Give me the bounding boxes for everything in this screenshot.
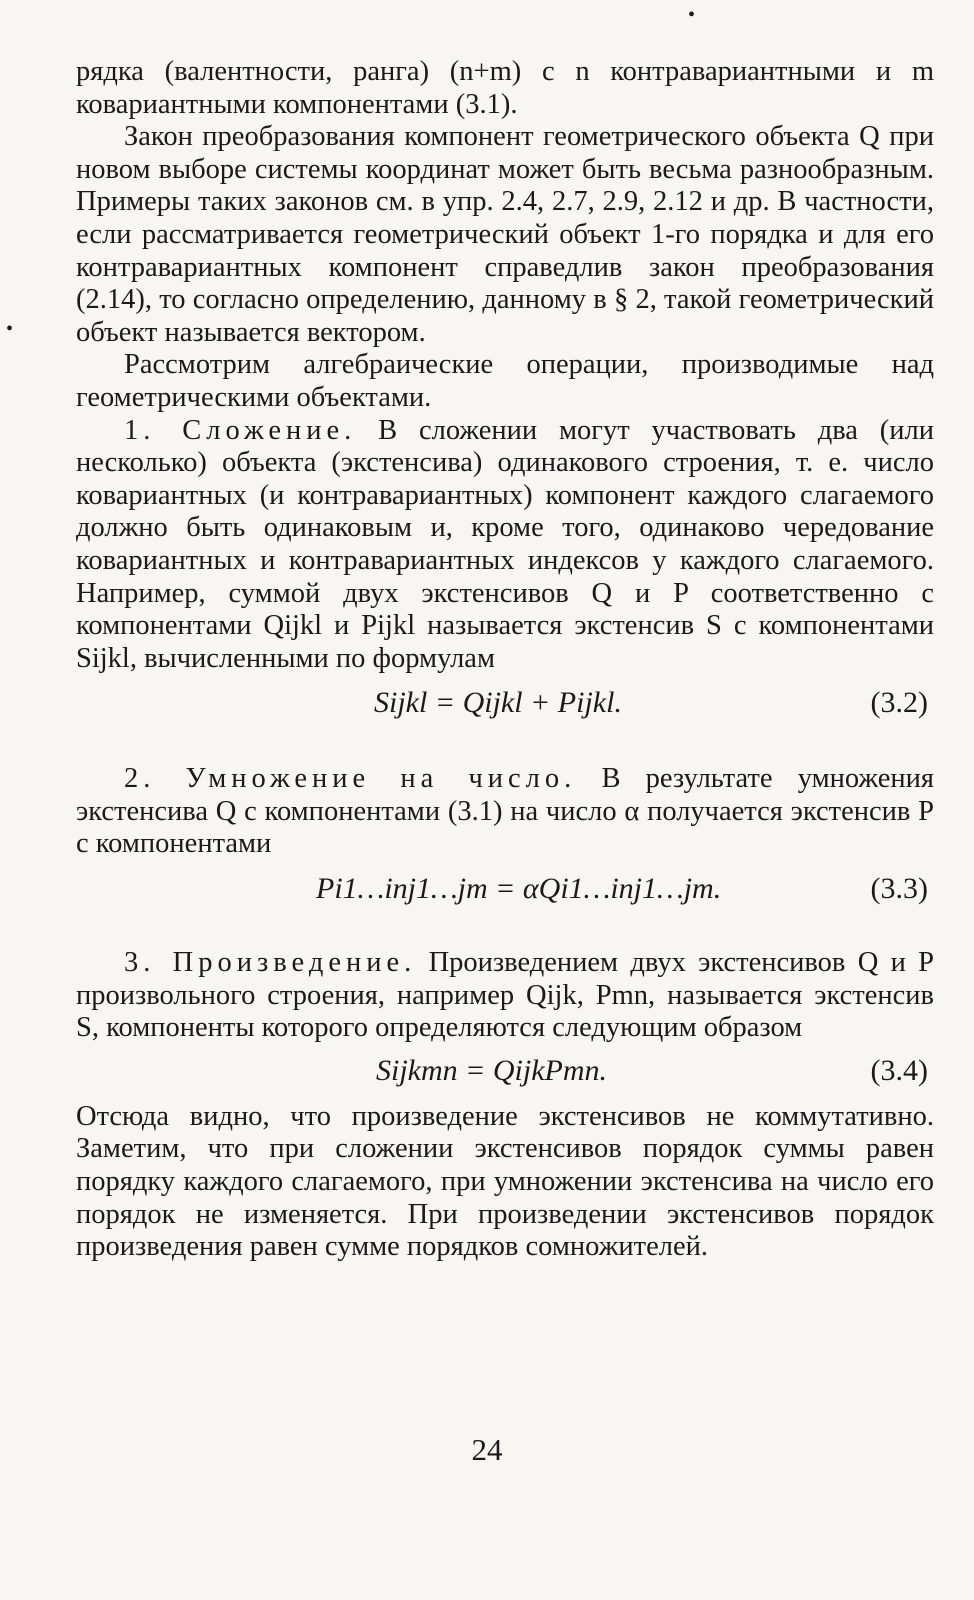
equation-number: (3.2) <box>870 686 928 720</box>
equation-3-4 <box>76 1055 934 1087</box>
paragraph: Отсюда видно, что произведение экстенсивов не коммутативно. Заметим, что при сложении экстенсивов порядок суммы равен порядку каждого слагаемого, при умножении экстенсива на число его порядок не изменяется. При произведении экстенсивов порядок произведения равен сумме порядков сомножителей. <box>76 1100 934 1263</box>
equation-formula: Sijkl = Qijkl + Pijkl. <box>374 686 622 720</box>
paragraph: Рассмотрим алгебраические операции, производимые над геометрическими объектами. <box>76 349 934 413</box>
equation-3-2 <box>76 687 934 719</box>
speck: • <box>6 318 14 340</box>
paragraph: рядка (валентности, ранга) (n+m) с n контравариантными и m ковариантными компонентами (3.1). <box>76 56 934 120</box>
equation-formula: Pi1…inj1…jm = αQi1…inj1…jm. <box>316 872 722 906</box>
paragraph-text: Произведением двух экстенсивов Q и P произвольного строения, например Qijk, Pmn, называется экстенсив S, компоненты которого определяются следующим образом <box>76 947 934 1044</box>
section-heading: 1. Сложение. <box>124 414 357 446</box>
page-number: 24 <box>471 1432 503 1467</box>
equation-number: (3.3) <box>870 872 928 906</box>
paragraph <box>76 947 934 1045</box>
section-heading: 2. Умножение на число. <box>124 763 577 795</box>
section-heading: 3. Произведение. <box>124 947 417 979</box>
speck: • <box>688 4 696 26</box>
paragraph-text: В результате умножения экстенсива Q с компонентами (3.1) на число α получается экстенсив P с компонентами <box>76 763 934 860</box>
equation-number: (3.4) <box>870 1053 928 1087</box>
paragraph: Закон преобразования компонент геометрического объекта Q при новом выборе системы координат может быть весьма разнообразным. Примеры таких законов см. в упр. 2.4, 2.7, 2.9, 2.12 и др. В частности, если рассматривается геометрический объект 1-го порядка и для его контравариантных компонент справедлив закон преобразования (2.14), то согласно определению, данному в § 2, такой геометрический объект называется вектором. <box>76 121 934 348</box>
equation-3-3 <box>76 873 934 905</box>
equation-formula: Sijkmn = QijkPmn. <box>376 1053 608 1087</box>
paragraph <box>76 763 934 861</box>
page-body <box>76 56 934 1264</box>
paragraph-text: В сложении могут участвовать два (или несколько) объекта (экстенсива) одинакового строения, т. е. число ковариантных (и контравариантных) компонент каждого слагаемого должно быть одинаковым и, кроме того, одинаково чередование ковариантных и контравариантных индексов у каждого слагаемого. Например, суммой двух экстенсивов Q и P соответственно с компонентами Qijkl и Pijkl называется экстенсив S с компонентами Sijkl, вычисленными по формулам <box>76 414 935 674</box>
paragraph <box>76 415 934 676</box>
